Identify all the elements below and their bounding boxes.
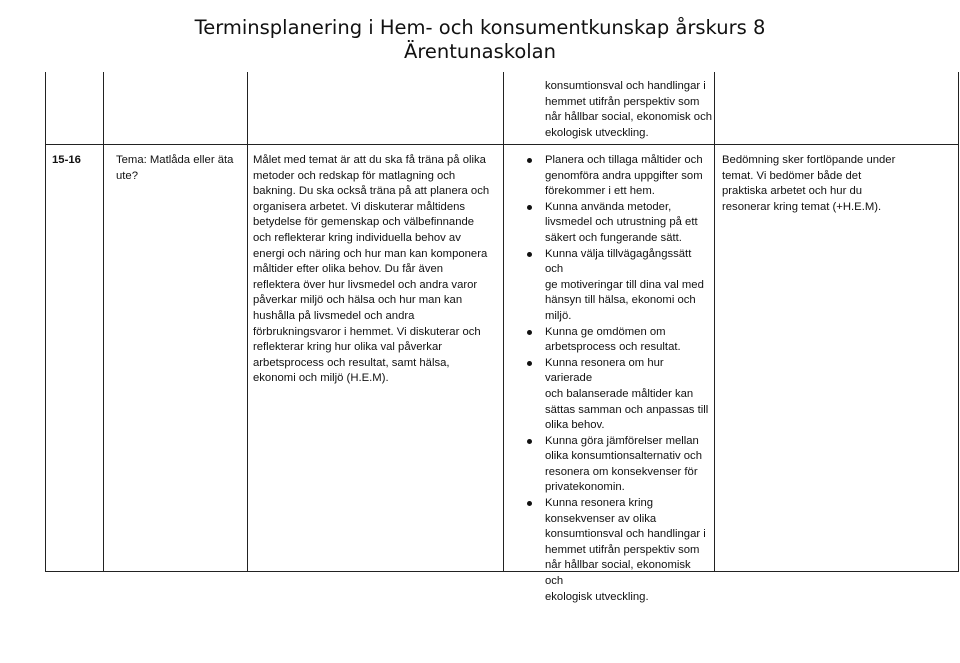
- page-title: Terminsplanering i Hem- och konsumentkunskap årskurs 8: [194, 16, 766, 39]
- column-divider-4: [714, 72, 715, 572]
- list-item: Kunna göra jämförelser mellan olika konsumtionsalternativ och resonera om konsekvenser för privatekonomin.: [521, 434, 711, 496]
- goals-list: [521, 153, 711, 605]
- list-item: Planera och tillaga måltider och genomföra andra uppgifter som förekommer i ett hem.: [521, 153, 711, 200]
- column-divider-2: [247, 72, 248, 572]
- list-item: Kunna resonera om hur varierade och balanserade måltider kan sättas samman och anpassas till olika behov.: [521, 356, 711, 434]
- column-divider-3: [503, 72, 504, 572]
- assessment-cell: Bedömning sker fortlöpande under temat. Vi bedömer både det praktiska arbetet och hur du resonerar kring temat (+H.E.M).: [722, 154, 896, 213]
- table-border-right: [958, 72, 959, 572]
- list-item: Kunna välja tillvägagångssätt och ge motiveringar till dina val med hänsyn till hälsa, ekonomi och miljö.: [521, 247, 711, 325]
- row-divider: [45, 144, 959, 145]
- list-item: Kunna ge omdömen om arbetsprocess och resultat.: [521, 325, 711, 356]
- school-name: Ärentunaskolan: [403, 40, 556, 63]
- table-border-left: [45, 72, 46, 572]
- week-cell: 15-16: [52, 154, 81, 166]
- previous-row-continuation: konsumtionsval och handlingar i hemmet utifrån perspektiv som når hållbar social, ekonomisk och ekologisk utveckling.: [545, 80, 713, 139]
- theme-cell: Tema: Matlåda eller äta ute?: [116, 154, 234, 182]
- list-item: Kunna använda metoder, livsmedel och utrustning på ett säkert och fungerande sätt.: [521, 200, 711, 247]
- column-divider-1: [103, 72, 104, 572]
- description-cell: Målet med temat är att du ska få träna på olika metoder och redskap för matlagning och bakning. Du ska också träna på att planera och organisera arbetet. Vi diskuterar måltidens betydelse för gemenskap och välbefinnande och reflekterar kring individuella behov av energi och näring och hur man kan komponera måltider efter olika behov. Du får även reflektera över hur livsmedel och andra varor påverkar miljö och hälsa och hur man kan hushålla på livsmedel och andra förbrukningsvaror i hemmet. Vi diskuterar och reflekterar kring hur olika val påverkar arbetsprocess och resultat, samt hälsa, ekonomi och miljö (H.E.M).: [253, 154, 490, 385]
- list-item: Kunna resonera kring konsekvenser av olika konsumtionsval och handlingar i hemmet utifrån perspektiv som når hållbar social, ekonomisk och ekologisk utveckling.: [521, 496, 711, 605]
- table-border-bottom: [45, 571, 959, 572]
